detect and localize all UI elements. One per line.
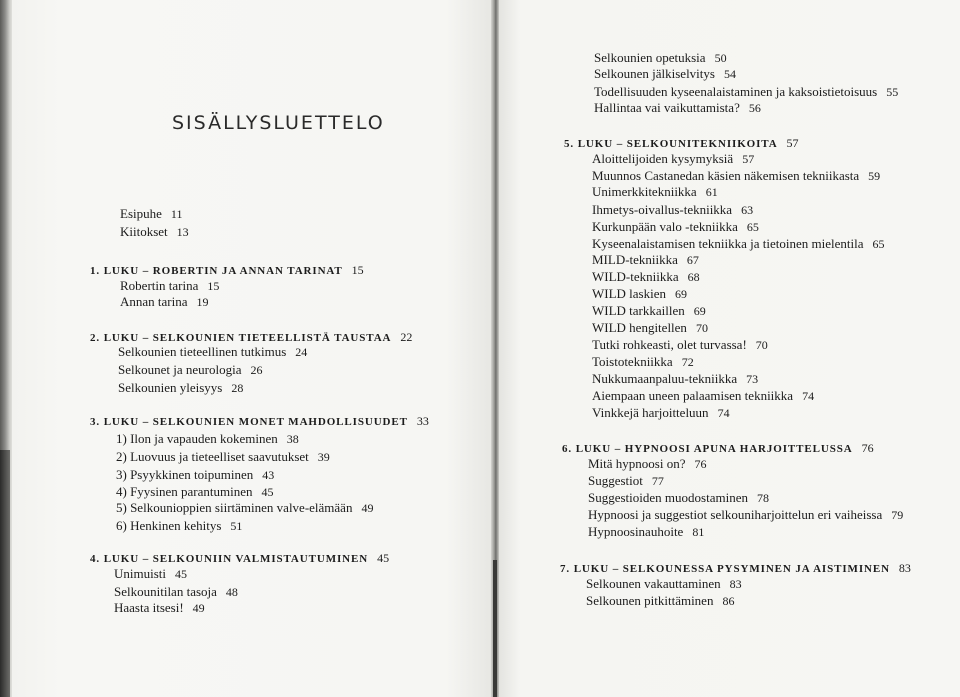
- page-number: 76: [694, 457, 707, 471]
- toc-chapter-heading: 2. LUKU – SELKOUNIEN TIETEELLISTÄ TAUSTAA 22: [90, 330, 413, 344]
- book-edge-shadow: [0, 450, 10, 697]
- page-number: 81: [692, 525, 705, 539]
- toc-entry: Selkounien tieteellinen tutkimus 24: [118, 344, 308, 359]
- toc-entry: WILD hengitellen 70: [592, 320, 708, 335]
- toc-chapter-heading: 7. LUKU – SELKOUNESSA PYSYMINEN JA AISTIMINEN 83: [560, 561, 911, 575]
- page-number: 70: [695, 321, 708, 335]
- toc-entry: 2) Luovuus ja tieteelliset saavutukset 39: [116, 449, 330, 464]
- page-number: 68: [687, 270, 700, 284]
- page-number: 83: [729, 577, 742, 591]
- book-spine-shadow: [493, 560, 497, 697]
- page-number: 83: [898, 561, 911, 575]
- toc-entry: Haasta itsesi! 49: [114, 600, 205, 615]
- page-number: 51: [230, 519, 243, 533]
- toc-entry: 3) Psyykkinen toipuminen 43: [116, 467, 275, 482]
- page-number: 78: [756, 491, 769, 505]
- toc-entry: Tutki rohkeasti, olet turvassa! 70: [592, 337, 768, 352]
- toc-chapter-heading: 4. LUKU – SELKOUNIIN VALMISTAUTUMINEN 45: [90, 551, 390, 565]
- toc-entry: Selkounien opetuksia 50: [594, 50, 727, 65]
- toc-entry: Selkounen pitkittäminen 86: [586, 593, 735, 608]
- page-number: 72: [681, 355, 694, 369]
- toc-entry: 6) Henkinen kehitys 51: [116, 518, 243, 533]
- page-number: 61: [705, 185, 718, 199]
- page-number: 57: [742, 152, 755, 166]
- page-number: 77: [651, 474, 664, 488]
- page-number: 48: [225, 585, 238, 599]
- page-number: 59: [868, 169, 881, 183]
- page-number: 11: [170, 207, 183, 221]
- page-number: 45: [175, 567, 188, 581]
- toc-entry: 1) Ilon ja vapauden kokeminen 38: [116, 431, 299, 446]
- page-number: 54: [723, 67, 736, 81]
- toc-entry: Hypnoosinauhoite 81: [588, 524, 705, 539]
- page-number: 73: [746, 372, 759, 386]
- page-number: 28: [231, 381, 244, 395]
- toc-entry: Kyseenalaistamisen tekniikka ja tietoinen mielentila 65: [592, 236, 885, 251]
- toc-entry: Muunnos Castanedan käsien näkemisen tekniikasta 59: [592, 168, 881, 183]
- toc-entry: Kiitokset 13: [120, 224, 189, 239]
- toc-entry: Todellisuuden kyseenalaistaminen ja kaksoistietoisuus 55: [594, 84, 899, 99]
- toc-entry: Selkounen vakauttaminen 83: [586, 576, 742, 591]
- toc-entry: WILD tarkkaillen 69: [592, 303, 706, 318]
- page-number: 67: [686, 253, 699, 267]
- toc-entry: Hypnoosi ja suggestiot selkouniharjoittelun eri vaiheissa 79: [588, 507, 904, 522]
- toc-entry: Annan tarina 19: [120, 294, 209, 309]
- toc-entry: MILD-tekniikka 67: [592, 252, 699, 267]
- page-number: 26: [250, 363, 263, 377]
- page-number: 15: [351, 263, 364, 277]
- toc-title: SISÄLLYSLUETTELO: [172, 112, 385, 134]
- page-number: 49: [361, 501, 374, 515]
- toc-entry: Ihmetys-oivallus-tekniikka 63: [592, 202, 754, 217]
- page-number: 70: [755, 338, 768, 352]
- page-number: 49: [192, 601, 205, 615]
- toc-entry: Selkounitilan tasoja 48: [114, 584, 238, 599]
- page-number: 43: [262, 468, 275, 482]
- toc-entry: Selkounet ja neurologia 26: [118, 362, 263, 377]
- page-number: 69: [693, 304, 706, 318]
- page-number: 79: [891, 508, 904, 522]
- toc-entry: Esipuhe 11: [120, 206, 183, 221]
- page-number: 74: [802, 389, 815, 403]
- toc-entry: Aloittelijoiden kysymyksiä 57: [592, 151, 755, 166]
- page-number: 69: [675, 287, 688, 301]
- toc-entry: Suggestiot 77: [588, 473, 664, 488]
- toc-entry: Mitä hypnoosi on? 76: [588, 456, 707, 471]
- toc-entry: WILD laskien 69: [592, 286, 688, 301]
- toc-entry: Nukkumaanpaluu-tekniikka 73: [592, 371, 759, 386]
- toc-entry: Kurkunpään valo -tekniikka 65: [592, 219, 759, 234]
- toc-entry: Selkounien yleisyys 28: [118, 380, 244, 395]
- toc-entry: Suggestioiden muodostaminen 78: [588, 490, 769, 505]
- page-number: 56: [748, 101, 761, 115]
- toc-entry: 4) Fyysinen parantuminen 45: [116, 484, 274, 499]
- page-number: 76: [861, 441, 874, 455]
- page-number: 57: [786, 136, 799, 150]
- toc-entry: 5) Selkounioppien siirtäminen valve-elämään 49: [116, 500, 374, 515]
- toc-entry: Unimerkkitekniikka 61: [592, 184, 718, 199]
- page-number: 24: [295, 345, 308, 359]
- toc-entry: WILD-tekniikka 68: [592, 269, 700, 284]
- toc-chapter-heading: 6. LUKU – HYPNOOSI APUNA HARJOITTELUSSA 76: [562, 441, 874, 455]
- toc-entry: Hallintaa vai vaikuttamista? 56: [594, 100, 761, 115]
- toc-entry: Robertin tarina 15: [120, 278, 220, 293]
- page-number: 39: [317, 450, 330, 464]
- toc-chapter-heading: 3. LUKU – SELKOUNIEN MONET MAHDOLLISUUDET 33: [90, 414, 429, 428]
- page-number: 50: [714, 51, 727, 65]
- page-number: 63: [741, 203, 754, 217]
- toc-entry: Selkounen jälkiselvitys 54: [594, 66, 736, 81]
- page-number: 86: [722, 594, 735, 608]
- toc-entry: Toistotekniikka 72: [592, 354, 694, 369]
- page-number: 15: [207, 279, 220, 293]
- toc-entry: Vinkkejä harjoitteluun 74: [592, 405, 730, 420]
- page-number: 13: [176, 225, 189, 239]
- toc-entry: Aiempaan uneen palaamisen tekniikka 74: [592, 388, 815, 403]
- page-number: 45: [261, 485, 274, 499]
- page-number: 65: [746, 220, 759, 234]
- page-number: 22: [400, 330, 413, 344]
- toc-entry: Unimuisti 45: [114, 566, 188, 581]
- page-number: 45: [377, 551, 390, 565]
- page-number: 33: [416, 414, 429, 428]
- page-number: 55: [886, 85, 899, 99]
- page-number: 19: [196, 295, 209, 309]
- page-number: 74: [717, 406, 730, 420]
- page-number: 65: [872, 237, 885, 251]
- toc-chapter-heading: 5. LUKU – SELKOUNITEKNIIKOITA 57: [564, 136, 799, 150]
- page-number: 38: [286, 432, 299, 446]
- toc-chapter-heading: 1. LUKU – ROBERTIN JA ANNAN TARINAT 15: [90, 263, 364, 277]
